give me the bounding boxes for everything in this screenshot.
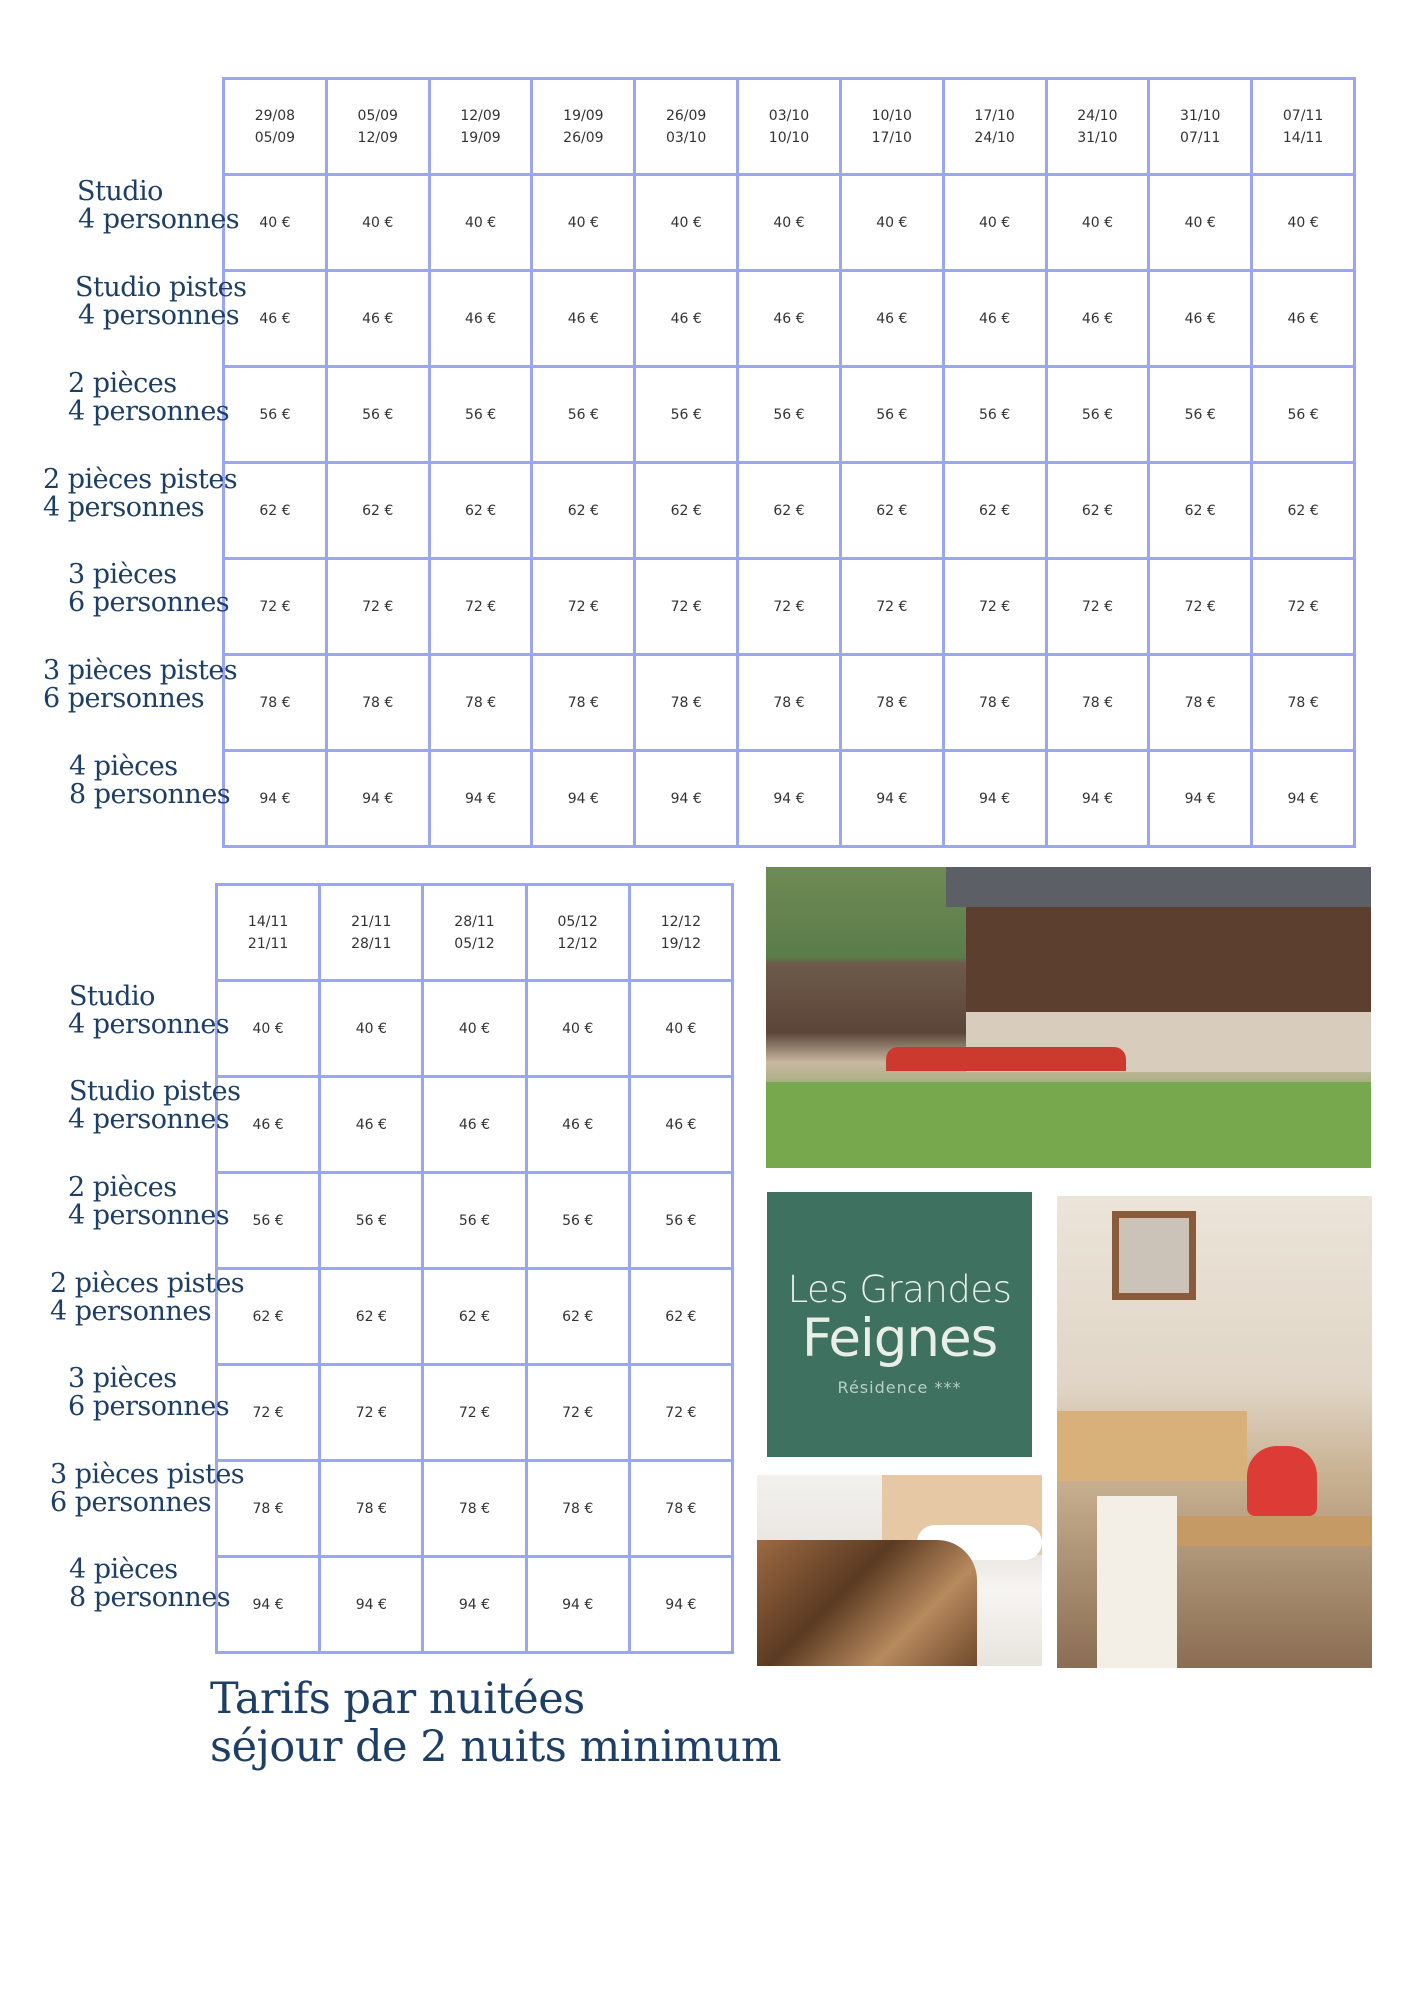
capacity: 4 personnes <box>50 1296 212 1327</box>
price-cell: 94 € <box>1046 751 1149 847</box>
price-cell: 94 € <box>943 751 1046 847</box>
capacity: 4 personnes <box>68 1009 230 1040</box>
price-table-2 <box>215 883 734 1654</box>
price-cell: 72 € <box>224 559 327 655</box>
unit-type: Studio <box>77 176 163 207</box>
price-cell: 62 € <box>320 1269 423 1365</box>
date-range-header <box>224 79 327 175</box>
residence-exterior-photo <box>766 867 1371 1168</box>
price-cell: 78 € <box>635 655 738 751</box>
table-row <box>217 1557 733 1653</box>
unit-type: Studio pistes <box>75 272 247 303</box>
row-label <box>75 274 246 330</box>
price-cell: 46 € <box>429 271 532 367</box>
price-cell: 94 € <box>217 1557 320 1653</box>
date-range-header <box>429 79 532 175</box>
table-row <box>224 559 1355 655</box>
price-cell: 40 € <box>320 981 423 1077</box>
unit-type: 3 pièces pistes <box>43 655 238 686</box>
price-cell: 40 € <box>526 981 629 1077</box>
price-cell: 40 € <box>224 175 327 271</box>
row-label <box>69 1556 230 1612</box>
price-cell: 40 € <box>840 175 943 271</box>
row-label <box>69 1078 240 1134</box>
price-cell: 62 € <box>526 1269 629 1365</box>
price-cell: 94 € <box>224 751 327 847</box>
date-range-header <box>943 79 1046 175</box>
price-cell: 78 € <box>532 655 635 751</box>
price-cell: 46 € <box>1046 271 1149 367</box>
date-range-header <box>320 885 423 981</box>
date-range-header <box>1252 79 1355 175</box>
price-cell: 78 € <box>1252 655 1355 751</box>
price-cell: 94 € <box>429 751 532 847</box>
price-cell: 46 € <box>217 1077 320 1173</box>
unit-type: 3 pièces <box>68 559 177 590</box>
price-cell: 56 € <box>326 367 429 463</box>
unit-type: Studio <box>69 981 155 1012</box>
table-row <box>224 271 1355 367</box>
table-row <box>224 367 1355 463</box>
unit-type: 3 pièces pistes <box>50 1459 245 1490</box>
capacity: 8 personnes <box>69 1582 231 1613</box>
price-cell: 40 € <box>1046 175 1149 271</box>
capacity: 6 personnes <box>50 1487 212 1518</box>
price-cell: 72 € <box>526 1365 629 1461</box>
table-row <box>217 981 733 1077</box>
logo-line-2: Feignes <box>801 1308 998 1369</box>
capacity: 4 personnes <box>43 492 205 523</box>
price-cell: 62 € <box>217 1269 320 1365</box>
price-cell: 46 € <box>224 271 327 367</box>
price-cell: 94 € <box>629 1557 732 1653</box>
row-label <box>77 178 239 234</box>
date-from: 12/12 <box>660 913 702 930</box>
price-cell: 78 € <box>429 655 532 751</box>
date-to: 14/11 <box>1282 129 1324 146</box>
price-cell: 78 € <box>629 1461 732 1557</box>
price-cell: 56 € <box>943 367 1046 463</box>
row-label <box>50 1461 244 1517</box>
price-cell: 78 € <box>423 1461 526 1557</box>
price-cell: 72 € <box>423 1365 526 1461</box>
price-cell: 78 € <box>217 1461 320 1557</box>
price-cell: 40 € <box>217 981 320 1077</box>
table-row <box>224 175 1355 271</box>
residence-logo <box>767 1192 1032 1457</box>
price-cell: 94 € <box>526 1557 629 1653</box>
table-row <box>224 751 1355 847</box>
date-to: 12/09 <box>357 129 398 146</box>
price-cell: 46 € <box>326 271 429 367</box>
price-cell: 56 € <box>429 367 532 463</box>
price-cell: 56 € <box>217 1173 320 1269</box>
price-cell: 94 € <box>840 751 943 847</box>
price-cell: 56 € <box>840 367 943 463</box>
price-cell: 94 € <box>320 1557 423 1653</box>
unit-type: 2 pièces pistes <box>43 464 238 495</box>
price-cell: 62 € <box>224 463 327 559</box>
price-cell: 62 € <box>429 463 532 559</box>
price-cell: 40 € <box>738 175 841 271</box>
price-cell: 78 € <box>840 655 943 751</box>
price-cell: 78 € <box>1046 655 1149 751</box>
capacity: 4 personnes <box>68 1104 230 1135</box>
row-label <box>68 370 229 426</box>
tariff-caption <box>210 1675 781 1771</box>
price-cell: 72 € <box>320 1365 423 1461</box>
date-to: 17/10 <box>871 129 912 146</box>
price-cell: 72 € <box>217 1365 320 1461</box>
date-to: 26/09 <box>563 129 604 146</box>
price-cell: 56 € <box>532 367 635 463</box>
price-cell: 56 € <box>738 367 841 463</box>
price-cell: 78 € <box>1149 655 1252 751</box>
bedroom-photo <box>757 1475 1042 1666</box>
unit-type: Studio pistes <box>69 1076 241 1107</box>
date-range-header <box>1149 79 1252 175</box>
price-cell: 94 € <box>1252 751 1355 847</box>
price-cell: 72 € <box>943 559 1046 655</box>
price-cell: 46 € <box>526 1077 629 1173</box>
price-cell: 46 € <box>840 271 943 367</box>
unit-type: 2 pièces <box>68 1172 177 1203</box>
date-from: 10/10 <box>871 107 912 124</box>
price-cell: 40 € <box>326 175 429 271</box>
date-from: 28/11 <box>454 913 495 930</box>
price-cell: 46 € <box>943 271 1046 367</box>
capacity: 6 personnes <box>68 587 230 618</box>
price-cell: 56 € <box>224 367 327 463</box>
price-cell: 94 € <box>423 1557 526 1653</box>
date-range-header <box>635 79 738 175</box>
price-cell: 78 € <box>943 655 1046 751</box>
date-range-header <box>526 885 629 981</box>
date-from: 05/12 <box>557 913 598 930</box>
row-label <box>68 561 229 617</box>
header-row <box>224 79 1355 175</box>
unit-type: 2 pièces pistes <box>50 1268 245 1299</box>
row-label <box>50 1270 244 1326</box>
price-cell: 56 € <box>526 1173 629 1269</box>
date-to: 19/12 <box>660 935 702 952</box>
price-cell: 62 € <box>738 463 841 559</box>
unit-type: 4 pièces <box>69 1554 178 1585</box>
price-cell: 56 € <box>1252 367 1355 463</box>
price-cell: 56 € <box>1149 367 1252 463</box>
date-from: 14/11 <box>247 913 289 930</box>
price-cell: 46 € <box>635 271 738 367</box>
date-range-header <box>326 79 429 175</box>
table-row <box>217 1077 733 1173</box>
price-cell: 72 € <box>1149 559 1252 655</box>
date-to: 03/10 <box>665 129 707 146</box>
row-label <box>43 657 237 713</box>
date-from: 31/10 <box>1180 107 1221 124</box>
price-cell: 62 € <box>629 1269 732 1365</box>
date-from: 21/11 <box>351 913 392 930</box>
price-cell: 78 € <box>526 1461 629 1557</box>
price-cell: 46 € <box>532 271 635 367</box>
capacity: 6 personnes <box>43 683 205 714</box>
date-to: 12/12 <box>557 935 598 952</box>
date-range-header <box>629 885 732 981</box>
price-cell: 56 € <box>629 1173 732 1269</box>
price-cell: 62 € <box>326 463 429 559</box>
logo-line-3: Résidence *** <box>837 1378 962 1397</box>
row-label <box>68 1174 229 1230</box>
price-cell: 62 € <box>532 463 635 559</box>
unit-type: 2 pièces <box>68 368 177 399</box>
date-from: 05/09 <box>357 107 398 124</box>
date-from: 26/09 <box>665 107 707 124</box>
price-cell: 62 € <box>1046 463 1149 559</box>
date-range-header <box>217 885 320 981</box>
price-cell: 46 € <box>1149 271 1252 367</box>
date-range-header <box>840 79 943 175</box>
unit-type: 4 pièces <box>69 751 178 782</box>
table-row <box>217 1461 733 1557</box>
date-to: 10/10 <box>768 129 810 146</box>
date-to: 07/11 <box>1180 129 1221 146</box>
capacity: 4 personnes <box>68 1200 230 1231</box>
caption-line-2: séjour de 2 nuits minimum <box>210 1722 782 1772</box>
price-cell: 46 € <box>320 1077 423 1173</box>
price-cell: 78 € <box>326 655 429 751</box>
date-from: 07/11 <box>1282 107 1324 124</box>
price-cell: 56 € <box>320 1173 423 1269</box>
price-cell: 62 € <box>423 1269 526 1365</box>
row-label <box>69 983 229 1039</box>
row-label <box>69 753 230 809</box>
table-row <box>217 1173 733 1269</box>
capacity: 4 personnes <box>78 204 240 235</box>
kitchen-dining-photo <box>1057 1196 1372 1668</box>
price-cell: 94 € <box>532 751 635 847</box>
price-cell: 56 € <box>635 367 738 463</box>
date-to: 21/11 <box>247 935 289 952</box>
price-cell: 40 € <box>423 981 526 1077</box>
logo-line-1: Les Grandes <box>787 1268 1012 1311</box>
price-cell: 72 € <box>635 559 738 655</box>
unit-type: 3 pièces <box>68 1363 177 1394</box>
date-from: 19/09 <box>563 107 604 124</box>
price-cell: 72 € <box>738 559 841 655</box>
price-cell: 62 € <box>1252 463 1355 559</box>
date-to: 28/11 <box>351 935 392 952</box>
price-cell: 72 € <box>532 559 635 655</box>
price-cell: 78 € <box>224 655 327 751</box>
header-row <box>217 885 733 981</box>
row-label <box>43 466 237 522</box>
price-cell: 40 € <box>532 175 635 271</box>
price-cell: 56 € <box>1046 367 1149 463</box>
date-to: 05/12 <box>454 935 495 952</box>
date-from: 29/08 <box>254 107 296 124</box>
date-from: 12/09 <box>460 107 501 124</box>
date-range-header <box>738 79 841 175</box>
price-cell: 72 € <box>1046 559 1149 655</box>
price-cell: 46 € <box>738 271 841 367</box>
price-table-1 <box>222 77 1356 848</box>
table-row <box>224 655 1355 751</box>
date-from: 17/10 <box>974 107 1015 124</box>
capacity: 4 personnes <box>78 300 240 331</box>
price-cell: 78 € <box>320 1461 423 1557</box>
date-to: 19/09 <box>460 129 501 146</box>
date-range-header <box>1046 79 1149 175</box>
price-cell: 78 € <box>738 655 841 751</box>
price-cell: 94 € <box>635 751 738 847</box>
row-label <box>68 1365 229 1421</box>
price-cell: 94 € <box>326 751 429 847</box>
price-cell: 72 € <box>326 559 429 655</box>
date-to: 31/10 <box>1077 129 1118 146</box>
price-cell: 62 € <box>840 463 943 559</box>
date-from: 24/10 <box>1077 107 1118 124</box>
price-cell: 46 € <box>1252 271 1355 367</box>
price-cell: 40 € <box>635 175 738 271</box>
capacity: 8 personnes <box>69 779 231 810</box>
price-cell: 46 € <box>629 1077 732 1173</box>
capacity: 4 personnes <box>68 396 230 427</box>
price-cell: 40 € <box>943 175 1046 271</box>
price-cell: 72 € <box>1252 559 1355 655</box>
date-range-header <box>532 79 635 175</box>
price-cell: 40 € <box>1149 175 1252 271</box>
price-cell: 94 € <box>738 751 841 847</box>
date-range-header <box>423 885 526 981</box>
price-cell: 72 € <box>429 559 532 655</box>
price-cell: 40 € <box>429 175 532 271</box>
capacity: 6 personnes <box>68 1391 230 1422</box>
price-cell: 46 € <box>423 1077 526 1173</box>
price-cell: 94 € <box>1149 751 1252 847</box>
price-cell: 72 € <box>840 559 943 655</box>
price-cell: 62 € <box>943 463 1046 559</box>
table-row <box>224 463 1355 559</box>
table-row <box>217 1269 733 1365</box>
price-cell: 56 € <box>423 1173 526 1269</box>
caption-line-1: Tarifs par nuitées <box>210 1674 585 1724</box>
price-cell: 40 € <box>629 981 732 1077</box>
price-cell: 40 € <box>1252 175 1355 271</box>
table-row <box>217 1365 733 1461</box>
price-cell: 62 € <box>1149 463 1252 559</box>
price-cell: 72 € <box>629 1365 732 1461</box>
date-to: 24/10 <box>974 129 1015 146</box>
date-to: 05/09 <box>254 129 296 146</box>
price-cell: 62 € <box>635 463 738 559</box>
date-from: 03/10 <box>768 107 810 124</box>
